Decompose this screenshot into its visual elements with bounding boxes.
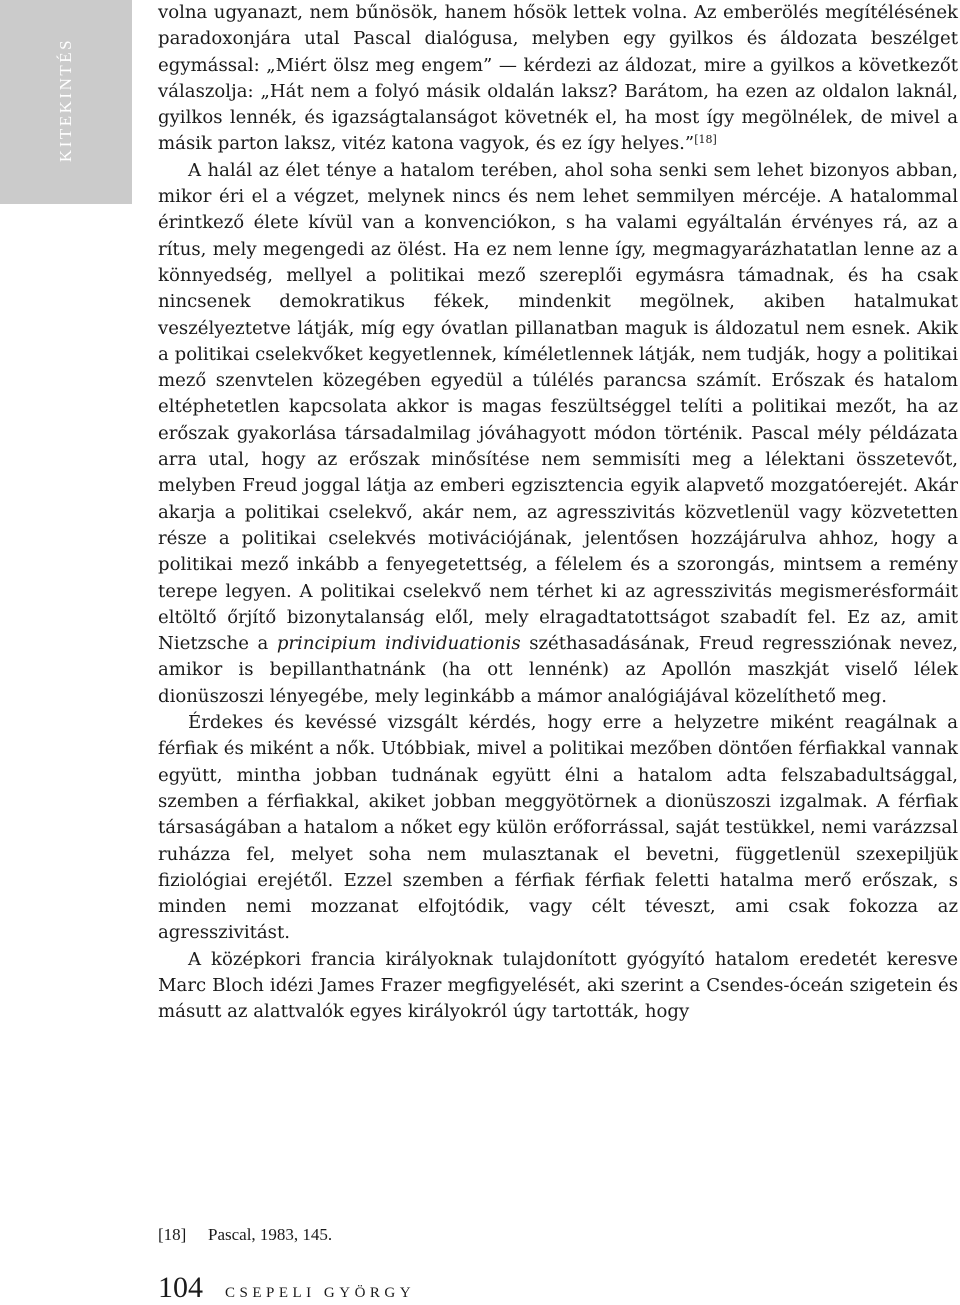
- footnote-text: Pascal, 1983, 145.: [208, 1225, 333, 1244]
- running-head: CSEPELI GYÖRGY: [225, 1285, 416, 1301]
- body-text: [158, 0, 958, 1026]
- paragraph-3: [158, 710, 958, 947]
- paragraph-2: [158, 158, 958, 710]
- paragraph-2-text-a: A halál az élet ténye a hatalom terében, ahol soha senki sem lehet bizonyos abban, mikor éri el a végzet, melynek nincs és nem lehet semmilyen mércéje. A hatalommal érintkező élete kívül van a konvenciókon, s ha valami egyáltalán érvényes rá, az a rítus, mely megengedi az ölést. Ha ez nem lenne így, megmagyarázhatatlan lenne az a könnyedség, mellyel a politikai mező szereplői egymásra támadnak, és ha csak nincsenek demokratikus fékek, mindenkit megölnek, akiben hatalmukat veszélyeztetve látják, míg egy óvatlan pillanatban maguk is áldozatul nem esnek. Akik a politikai cselekvőket kegyetlennek, kíméletlennek látják, nem tudják, hogy a politikai mező szenvtelen közegében egyedül a túlélés parancsa számít. Erőszak és hatalom eltéphetetlen kapcsolata akkor is magas feszültséggel telíti a politikai mezőt, ha az erőszak gyakorlása társadalmilag jóváhagyott módon történik. Pascal mély példázata arra utal, hogy az erőszak minősítése nem semmisíti meg a lélektani összetevőt, melyben Freud joggal látja az emberi egzisztencia egyik alapvető mozgatóerejét. Akár akarja a politikai cselekvő, akár nem, az agresszivitás közvetlenül vagy közvetetten része a politikai cselekvés motivációjának, jelentősen hozzájárulva ahhoz, hogy a politikai mező inkább a fenyegetettség, a félelem és a szorongás, mintsem a remény terepe legyen. A politikai cselekvő nem térhet ki az agresszivitás megismerésformáit eltöltő őrjítő bizonytalanság elől, mely elragadtatottságot szabadít fel. Ez az, amit Nietzsche a: [158, 159, 958, 655]
- paragraph-1: [158, 0, 958, 158]
- footnote-number: [18]: [158, 1225, 187, 1244]
- footnote: [158, 1225, 332, 1245]
- section-tab: [0, 0, 132, 204]
- paragraph-4-text: A középkori francia királyoknak tulajdonított gyógyító hatalom eredetét keresve Marc Bloch idézi James Frazer megfigyelését, aki szerint a Csendes-óceán szigetein és másutt az alattvalók egyes királyokról úgy tartották, hogy: [158, 948, 958, 1023]
- paragraph-4: [158, 947, 958, 1026]
- page-footer: [158, 1271, 415, 1305]
- page-number: 104: [158, 1271, 203, 1304]
- paragraph-3-text: Érdekes és kevéssé vizsgált kérdés, hogy erre a helyzetre miként reagálnak a férfiak és miként a nők. Utóbbiak, mivel a politikai mezőben döntően férfiakkal vannak együtt, mintha jobban tudnának együtt élni a hatalom adta felszabadultsággal, szemben a férfiakkal, akiket jobban meggyötörnek a dionüszoszi izgalmak. A férfiak társaságában a hatalom a nőket egy külön erőforrással, saját testükkel, nemi varázzsal ruházza fel, melyet soha nem mulasztanak el bevetni, függetlenül szexepiljük fiziológiai erejétől. Ezzel szemben a férfiak férfiak feletti hatalma merő erőszak, s minden nemi mozzanat elfojtódik, vagy célt téveszt, ami csak fokozza az agresszivitást.: [158, 712, 958, 944]
- paragraph-2-text-b: széthasadásának, Freud regressziónak nevez, amikor is bepillanthatnánk (ha ott lennénk) az Apollón maszkját viselő lélek dionüszoszi lényegébe, mely leginkább a mámor analógiájával közelíthető meg.: [158, 633, 959, 707]
- section-tab-label: KITEKINTÉS: [56, 37, 75, 163]
- latin-term: principium individuationis: [276, 633, 521, 655]
- footnote-reference[interactable]: [18]: [694, 133, 717, 147]
- paragraph-1-text: volna ugyanazt, nem bűnösök, hanem hősök lettek volna. Az emberölés megítélésének paradoxonjára utal Pascal dialógusa, melyben egy gyilkos és áldozata beszélget egymással: „Miért ölsz meg engem” — kérdezi az áldozat, mire a gyilkos a következőt válaszolja: „Hát nem a folyó másik oldalán laksz? Barátom, ha ezen az oldalon laknál, gyilkos lennék, és igazságtalanságot követnék el, ha most így megölnélek, de mivel a másik parton laksz, vitéz katona vagyok, és ez így helyes.”: [158, 2, 958, 155]
